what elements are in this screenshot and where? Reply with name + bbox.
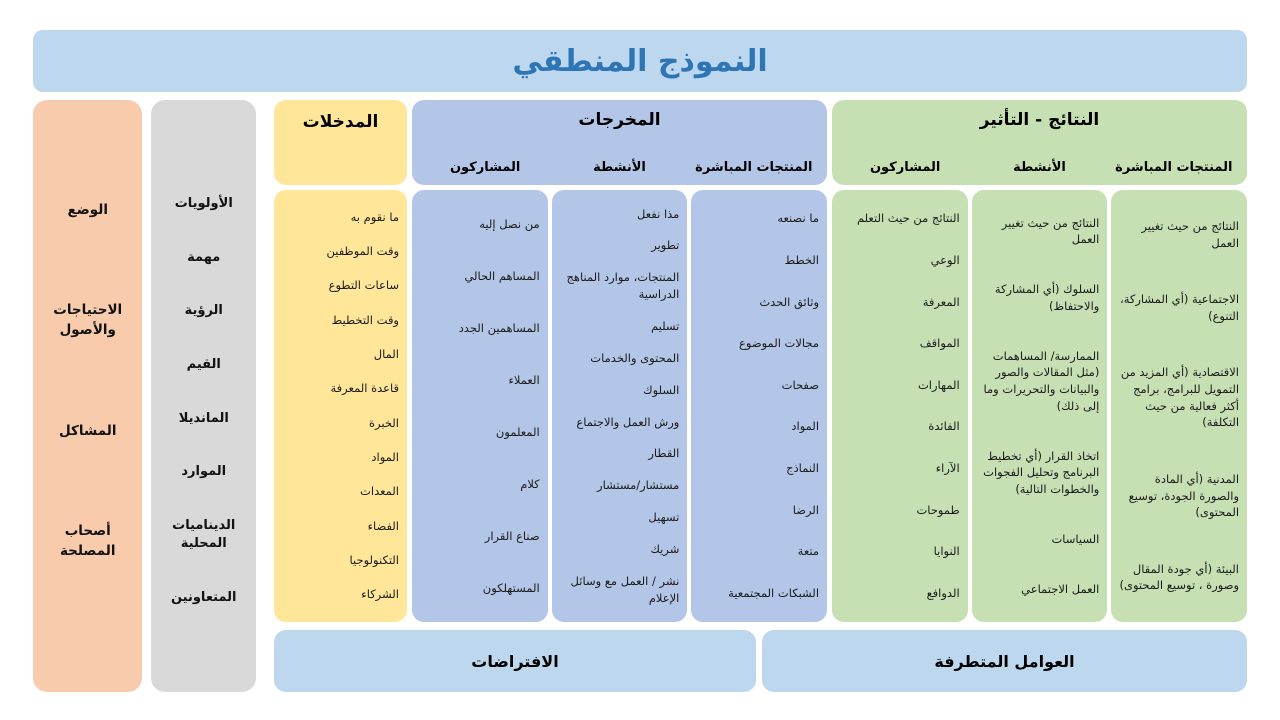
list-item: المواد [791,419,820,434]
list-item: الوضع [67,201,108,218]
model-body [274,100,1247,692]
list-item: النتائج من حيث التعلم [856,211,960,226]
list-item: العمل الاجتماعي [1021,581,1100,596]
list-item: المهارات [917,377,960,392]
outputs-subheader-activities: الأنشطة [593,160,646,175]
list-item: مهمة [187,249,221,265]
list-item: المعرفة [922,294,960,309]
list-item: المواقف [919,336,960,351]
list-item: النوايا [933,544,960,559]
outcomes-section [832,100,1247,622]
list-item: السلوك (أي المشاركة والاحتفاظ) [994,282,1100,313]
list-item: الاجتماعية (أي المشاركة، التنوع) [1120,292,1240,323]
list-item: ساعات التطوع [328,278,399,293]
outputs-header-box [412,100,827,185]
list-item: المساهمين الجدد [458,320,540,335]
outcomes-subheader-activities: الأنشطة [1013,160,1066,175]
title-banner [33,30,1247,92]
list-item: المحتوى والخدمات [590,350,680,365]
list-item: مجالات الموضوع [739,336,820,351]
outcomes-subheader-participants: المشاركون [869,160,941,175]
columns-row [274,100,1247,622]
list-item: الشبكات المجتمعية [728,585,820,600]
list-item: المتعاونين [170,589,237,605]
outputs-subheader-products: المنتجات المباشرة [695,160,813,175]
list-item: أصحاب المصلحة [60,523,116,559]
list-item: الرضا [792,502,820,517]
list-item: وقت الموظفين [326,244,399,259]
list-item: السلوك [643,382,680,397]
list-item: السياسات [1051,531,1100,546]
list-item: تطوير [651,238,680,253]
list-item: تسليم [650,318,680,333]
list-item: العملاء [508,372,540,387]
outcomes-products-column [1111,190,1247,622]
outcomes-participants-column [832,190,968,622]
list-item: وقت التخطيط [331,312,399,327]
outputs-section [412,100,827,622]
list-item: الاقتصادية (أي المزيد من التمويل للبرامج، برامج أكثر فعالية من حيث التكلفة) [1120,365,1240,430]
list-item: المدنية (أي المادة والصورة الجودة، توسيع المحتوى) [1128,471,1240,520]
outcomes-subheaders [838,160,1241,175]
external-factors-label: العوامل المتطرفة [934,651,1075,671]
list-item: تسهيل [648,510,680,525]
list-item: المنتجات، موارد المناهج الدراسية [566,270,680,302]
context-column [151,100,256,692]
list-item: ورش العمل والاجتماع [576,414,680,429]
inputs-column [274,100,407,622]
list-item: الرؤية [184,303,223,319]
list-item: نشر / العمل مع وسائل الإعلام [570,573,680,605]
list-item: الآراء [935,461,960,476]
main-row [33,100,1247,692]
list-item: الفضاء [367,518,399,533]
list-item: الفائدة [928,419,960,434]
list-item: المشاكل [59,422,117,439]
list-item: الخطط [784,253,820,268]
list-item: طموحات [916,502,960,517]
list-item: وثائق الحدث [759,294,820,309]
list-item: الوعي [930,253,960,268]
list-item: الدوافع [926,585,960,600]
outcomes-header: النتائج - التأثير [979,110,1100,130]
list-item: قاعدة المعرفة [330,381,399,396]
outputs-activities-column [552,190,688,622]
list-item: المساهم الحالي [464,268,540,283]
outputs-participants-column [412,190,548,622]
list-item: المعدات [360,484,399,499]
outcomes-activities-column [972,190,1108,622]
list-item: الموارد [181,464,227,480]
list-item: المواد [371,450,399,465]
list-item: صناع القرار [484,528,540,543]
outcomes-header-box [832,100,1247,185]
list-item: الاحتياجات والأصول [53,302,123,338]
list-item: ما نقوم به [350,209,399,224]
outputs-subheaders [418,160,821,175]
bottom-bars [274,630,1247,692]
outputs-products-column [691,190,827,622]
list-item: كلام [520,476,540,491]
list-item: شريك [650,542,680,557]
list-item: النتائج من حيث تغيير العمل [1001,215,1100,247]
external-factors-bar [762,630,1247,692]
inputs-header: المدخلات [302,112,379,132]
list-item: الشركاء [361,587,399,602]
list-item: اتخاذ القرار (أي تخطيط البرنامج وتحليل الفجوات والخطوات التالية) [983,448,1100,496]
list-item: القيم [186,356,221,372]
assumptions-label: الافتراضات [471,651,559,671]
outcomes-body [832,190,1247,622]
list-item: النماذج [786,461,820,476]
list-item: الأولويات [174,196,233,211]
situation-column [33,100,142,692]
list-item: المانديلا [178,410,229,426]
list-item: صفحات [781,377,820,392]
list-item: مذا نفعل [637,206,680,221]
list-item: المعلمون [495,424,540,439]
outputs-header: المخرجات [578,110,661,130]
page-title: النموذج المنطقي [512,43,768,79]
outputs-subheader-participants: المشاركون [449,160,521,175]
list-item: من نصل إليه [479,216,540,231]
list-item: ما نصنعه [777,211,820,226]
list-item: الخبرة [369,415,399,430]
outputs-body [412,190,827,622]
list-item: المستهلكون [482,580,540,595]
list-item: التكنولوجيا [349,553,399,568]
inputs-header-box [274,100,407,185]
list-item: متعة [797,544,820,559]
list-item: الممارسة/ المساهمات (مثل المقالات والصور والبيانات والتحريرات وما إلى ذلك) [983,348,1100,413]
list-item: البيئة (أي جودة المقال وصورة ، توسيع المحتوى) [1119,561,1240,593]
outcomes-subheader-products: المنتجات المباشرة [1115,160,1233,175]
list-item: الديناميات المحلية [172,517,236,552]
list-item: القطار [648,446,680,461]
inputs-list [274,190,407,622]
list-item: المال [373,347,399,362]
list-item: مستشار/مستشار [597,478,680,493]
assumptions-bar [274,630,756,692]
list-item: النتائج من حيث تغيير العمل [1141,218,1240,250]
